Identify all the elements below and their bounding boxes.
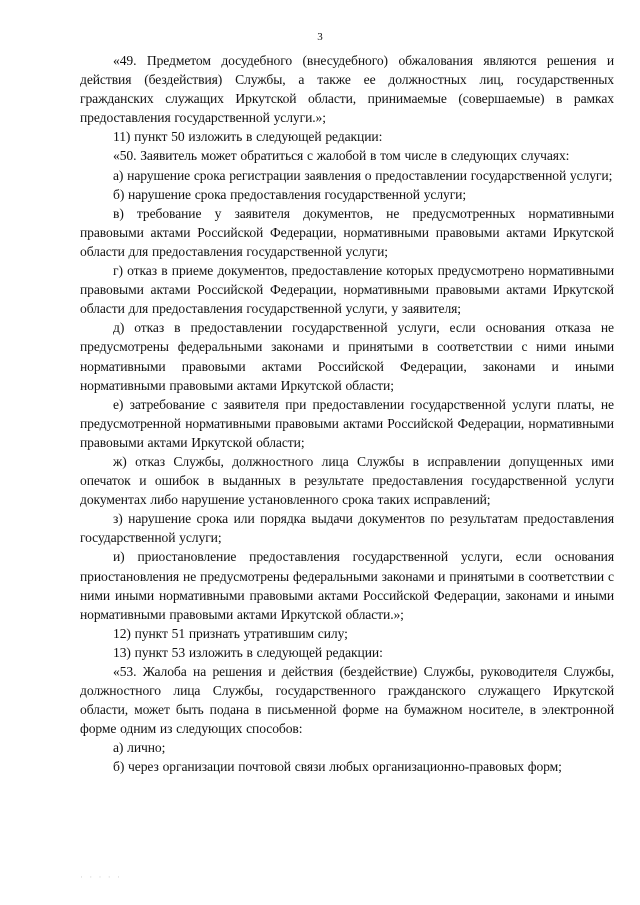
paragraph-50-a: а) нарушение срока регистрации заявления о предоставлении государственной услуги; bbox=[113, 167, 613, 183]
paragraph-50-g: г) отказ в приеме документов, предоставление которых предусмотрено нормативными правовыми актами Российской Федерации, нормативными правовыми актами Иркутской области для предоставления государственной услуги, у заявителя; bbox=[80, 263, 614, 317]
paragraph-50-zh: ж) отказ Службы, должностного лица Службы в исправлении допущенных ими опечаток и ошибок в выданных в результате предоставления государственной услуги документах либо нарушение установленного срока таких исправлений; bbox=[80, 453, 614, 508]
paragraph-53-b: б) через организации почтовой связи любых организационно-правовых форм; bbox=[113, 759, 562, 775]
paragraph-50-e: е) затребование с заявителя при предоставлении государственной услуги платы, не предусмотренной нормативными правовыми актами Российской Федерации, нормативными правовыми актами Иркутской области; bbox=[80, 396, 614, 450]
paragraph-53-a: а) лично; bbox=[113, 740, 166, 756]
scan-artifact: · · · · · bbox=[80, 872, 122, 882]
paragraph-50-b: б) нарушение срока предоставления государственной услуги; bbox=[113, 186, 467, 202]
document-body bbox=[80, 51, 614, 777]
paragraph-item-12: 12) пункт 51 признать утратившим силу; bbox=[113, 625, 348, 641]
paragraph-item-13: 13) пункт 53 изложить в следующей редакции: bbox=[113, 644, 383, 660]
paragraph-50: «50. Заявитель может обратиться с жалобой в том числе в следующих случаях: bbox=[113, 148, 570, 164]
paragraph-49: «49. Предметом досудебного (внесудебного) обжалования являются решения и действия (бездействия) Службы, а также ее должностных лиц, государственных гражданских служащих Иркутской области, принимаемые (совершаемые) в рамках предоставления государственной услуги.»; bbox=[80, 53, 614, 126]
page-number: 3 bbox=[317, 31, 323, 43]
paragraph-50-v: в) требование у заявителя документов, не предусмотренных нормативными правовыми актами Российской Федерации, нормативными правовыми актами Иркутской области для предоставления государственной услуги; bbox=[80, 205, 614, 259]
paragraph-50-d: д) отказ в предоставлении государственной услуги, если основания отказа не предусмотрены федеральными законами и принятыми в соответствии с ними иными нормативными правовыми актами Российской Федерации, законами и иными нормативными правовыми актами Иркутской области; bbox=[80, 320, 614, 393]
paragraph-53: «53. Жалоба на решения и действия (бездействие) Службы, руководителя Службы, должностного лица Службы, государственного гражданского служащего Иркутской области, может быть подана в письменной форме на бумажном носителе, в электронной форме одним из следующих способов: bbox=[80, 664, 614, 737]
paragraph-item-11: 11) пункт 50 изложить в следующей редакции: bbox=[113, 129, 383, 145]
paragraph-50-i: и) приостановление предоставления государственной услуги, если основания приостановления не предусмотрены федеральными законами и принятыми в соответствии с ними иными нормативными правовыми актами Российской Федерации, законами и иными нормативными правовыми актами Иркутской области.»; bbox=[80, 549, 614, 622]
paragraph-50-z: з) нарушение срока или порядка выдачи документов по результатам предоставления государственной услуги; bbox=[80, 511, 614, 546]
